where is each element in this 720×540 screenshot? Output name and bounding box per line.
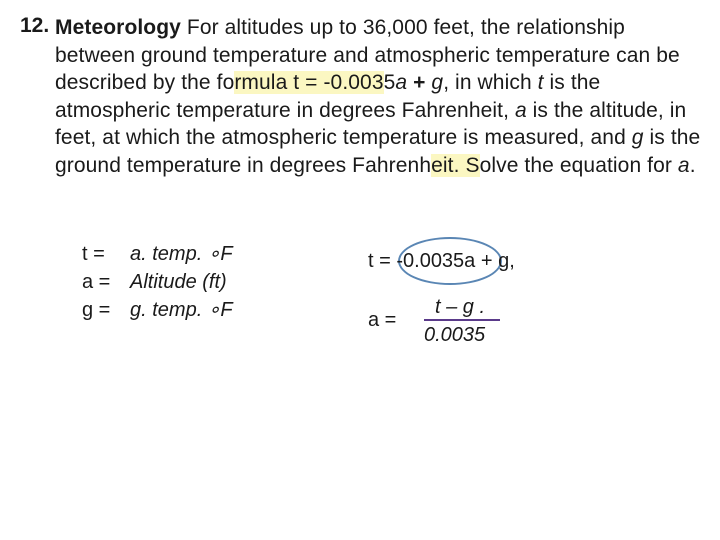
- var-t: t: [537, 71, 544, 94]
- statement-text-3: , in which: [443, 71, 538, 94]
- statement-text-2: 5: [383, 71, 396, 94]
- highlight-solve: eit. S: [431, 153, 480, 177]
- problem-number: 12.: [20, 14, 50, 37]
- fraction-bar: [424, 319, 500, 321]
- definition-desc: Altitude (ft): [130, 271, 227, 293]
- statement-text-4: is the atmospheric temperature in degrees Fahrenheit,: [55, 71, 601, 122]
- highlight-formula: [234, 71, 383, 94]
- var-g-2: g: [631, 126, 644, 149]
- definition-row: [82, 240, 233, 268]
- var-a-2: a: [514, 98, 527, 122]
- highlight-text-1: rmula t = -0.003: [234, 71, 384, 94]
- definition-desc: a. temp. ∘F: [130, 243, 233, 265]
- solution-numerator: t – g .: [435, 296, 486, 318]
- statement-text-8: .: [689, 153, 696, 177]
- definition-var: t =: [82, 243, 105, 265]
- solution-denominator: 0.0035: [424, 324, 486, 346]
- statement-text-6: is the ground temperature in degrees Fahrenh: [55, 126, 701, 177]
- statement-text-7: olve the equation for: [479, 153, 678, 177]
- statement-text-5: is the altitude, in feet, at which the atmospheric temperature is measured, and: [55, 98, 687, 149]
- equation-line: t = -0.0035a + g,: [368, 250, 515, 272]
- definition-var: a =: [82, 271, 111, 293]
- solution-lhs: a =: [368, 309, 397, 331]
- problem-statement: [55, 14, 710, 179]
- definition-row: [82, 268, 233, 296]
- var-g: g: [431, 71, 444, 94]
- var-a-3: a: [677, 153, 690, 177]
- definition-var: g =: [82, 299, 111, 321]
- plus-sign: +: [407, 71, 432, 94]
- variable-definitions: [82, 240, 233, 324]
- problem-keyword: Meteorology: [55, 16, 181, 39]
- definition-row: [82, 296, 233, 324]
- var-a: a: [395, 71, 408, 94]
- statement-text-1: For altitudes up to 36,000 feet, the relationship between ground temperature and atmospheric temperature can be described by the fo: [55, 16, 680, 94]
- definition-desc: g. temp. ∘F: [130, 299, 233, 321]
